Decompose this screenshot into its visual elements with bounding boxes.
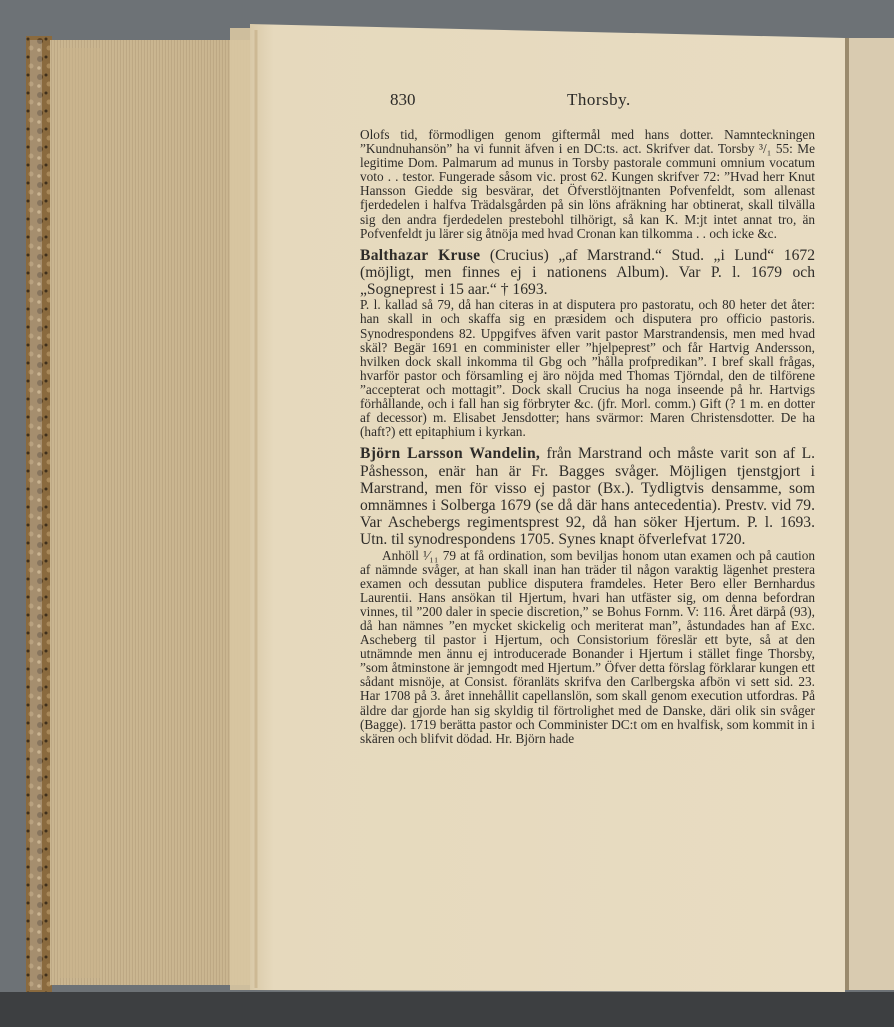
entry-name: Björn Larsson Wandelin, (360, 445, 541, 463)
paragraph-wandelin-details: Anhöll ¹⁄₁₁ 79 at få ordination, som beviljas honom utan examen och på caution af nämnde svåger, at han skall inan han träder til någon varaktig lägenhet prestera examen och dessutan publice disputera framdeles. Heter Bero eller Bernhardus Laurentii. Hans ansökan til Hjertum, hvari han utfäster sig, om denna befordran vinnes, til ”200 daler in specie discretion,” se Bohus Fornm. V: 116. Året därpå (93), då han nämnes ”en mycket skickelig och meriterat man”, åstundades han af Exc. Ascheberg til pastor i Hjertum, och Consistorium föreslär ett byte, så at den utnämnde men ännu ej introducerade Bonander i Hjertum i stället finge Thorsby, ”som åtminstone är jemngodt med Hjertum.” Öfver detta förslag förklarar kungen ett sådant misnöje, at Consist. föranläts skrifva den Carlbergska afbön vi sett sid. 23. Har 1708 på 3. året innehållit capellanslön, som skall genom execution utfordras. På äldre dar gjorde han sig skyldig til förtrolighet med de Danske, däri olik sin svåger (Bagge). 1719 berätta pastor och Comminister DC:t om en hvalfisk, som kommit in i skären och blifvit dödad. Hr. Björn hade (360, 547, 815, 746)
paragraph-olofs-tid: Olofs tid, förmodligen genom giftermål med hans dotter. Namnteckningen ”Kundnuhansön” ha vi funnit äfven i en DC:ts. act. Skrifver dat. Torsby ³/₁ 55: Me legitime Dom. Palmarum ad munus in Torsby pastorale communi omnium vocatum voto . . testor. Fungerade såsom vic. prost 62. Kungen skrifver 72: ”Hvad herr Knut Hansson Giedde sig besvärar, det Öfverstlöjtnanten Pofvenfeldt, som allenast fjerdedelen i halfva Trädalsgården på sin löns afräkning har obtinerat, skall tilvälla sig den andra fjerdedelen prestebohl tilhörigt, så kan K. M:jt intet annat tro, än Pofvenfeldt ju lärer sig åtnöja med hvad Cronan kan tilkomma . . och icke &c. (360, 127, 815, 241)
facing-page-edge (845, 38, 894, 990)
page-title: Thorsby. (567, 90, 631, 109)
entry-bjorn-larsson-wandelin (360, 445, 815, 548)
paragraph-kruse-details: P. l. kallad så 79, då han citeras in at disputera pro pastoratu, och 80 heter det åter: han skall in och skaffa sig en præsidem och disputera pro officio pastoris. Synodrespondens 82. Uppgifves äfven varit pastor Marstrandensis, men med hvad skäl? Begär 1691 en comminister eller ”hjelpeprest” och får Hartvig Andersson, hvilken dock skall inkomma til Gbg och ”hålla profpredikan”. I bref skall frågas, hvarför pastor och församling ej äro nöjda med Thomas Tjörndal, den de tilförene ”accepterat och mottagit”. Dock skall Crucius ha noga inseende på hr. Hartvigs förhållande, och i fall han sig förbryter &c. (jfr. Morl. comm.) Gift (? 1 m. en dotter af decessor) m. Elisabet Jensdotter; hans svärmor: Maren Christensdotter. De ha (haft?) ett epitaphium i kyrkan. (360, 297, 815, 440)
entry-text: från Marstrand och måste varit son af L. Påshesson, enär han är Fr. Bagges svåger. Möjligen tjenstgjort i Marstrand, men för visso ej pastor (Bx.). Tydligtvis densamme, som omnämnes i Solberga 1679 (se då där hans antecedentia). Prestv. vid 79. Var Aschebergs regimentsprest 92, då han söker Hjertum. P. l. 1693. Utn. til synodrespondens 1705. Synes knapt öfverlefvat 1720. (360, 445, 815, 549)
page-number: 830 (390, 90, 416, 109)
running-head (390, 90, 630, 110)
entry-balthazar-kruse (360, 247, 815, 299)
entry-text: (Crucius) „af Marstrand.“ Stud. „i Lund“ 1672 (möjligt, men finnes ej i nationens Album). Var P. l. 1679 och „Sogneprest i 15 aar.“ † 1693. (360, 246, 815, 299)
entry-name: Balthazar Kruse (360, 246, 481, 264)
page-body (360, 128, 815, 746)
